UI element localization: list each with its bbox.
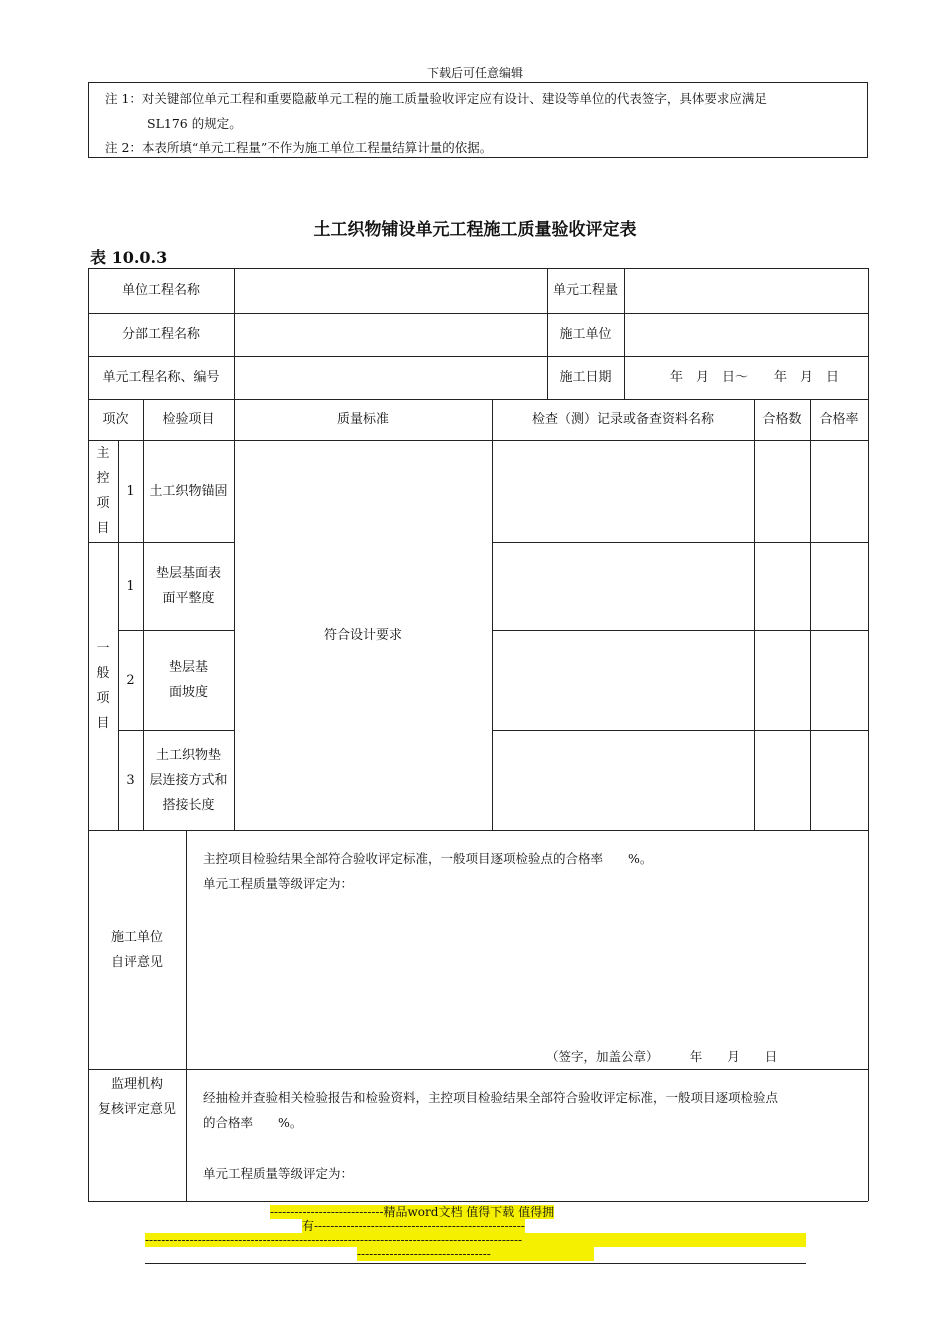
unit-quantity-label: 单元工程量 bbox=[552, 283, 618, 298]
footer-line-3: --------------------------------------------------------------------------------------------- bbox=[145, 1233, 806, 1247]
general-item-3-name: 土工织物垫 层连接方式和 搭接长度 bbox=[149, 747, 228, 813]
general-item-1-name: 垫层基面表 面平整度 bbox=[155, 566, 221, 606]
sub-project-label: 分部工程名称 bbox=[121, 327, 200, 342]
date-label: 施工日期 bbox=[559, 370, 612, 385]
note-1-line-2: SL176 的规定。 bbox=[147, 116, 242, 131]
supervisor-line-3: 单元工程质量等级评定为： bbox=[203, 1166, 354, 1181]
main-item-1-no: 1 bbox=[126, 483, 135, 499]
self-eval-line-1: 主控项目检验结果全部符合验收评定标准，一般项目逐项检验点的合格率 %。 bbox=[203, 851, 653, 866]
supervisor-line-2: 的合格率 %。 bbox=[203, 1115, 303, 1130]
general-item-2-no: 2 bbox=[126, 672, 135, 688]
supervisor-line-1: 经抽检并查验相关检验报告和检验资料，主控项目检验结果全部符合验收评定标准，一般项目逐项检验点 bbox=[203, 1090, 779, 1105]
table-number: 表 10.0.3 bbox=[90, 248, 168, 267]
column-header-standard: 质量标准 bbox=[336, 412, 389, 427]
date-value: 年 月 日～ 年 月 日 bbox=[670, 370, 840, 385]
note-2: 注 2：本表所填“单元工程量”不作为施工单位工程量结算计量的依据。 bbox=[105, 140, 493, 155]
column-header-pass-rate: 合格率 bbox=[819, 412, 859, 427]
column-header-check-item: 检验项目 bbox=[162, 412, 215, 427]
footer-line-2: 有---------------------------------------------------- bbox=[302, 1219, 525, 1233]
footer-line-1: ----------------------------精品word文档 值得下载 值得拥 bbox=[270, 1205, 555, 1219]
main-item-1-name: 土工织物锚固 bbox=[149, 483, 228, 499]
general-group-label: 一 般 项 目 bbox=[96, 641, 110, 731]
self-eval-label: 施工单位 自评意见 bbox=[110, 929, 163, 970]
self-eval-line-2: 单元工程质量等级评定为： bbox=[203, 876, 354, 891]
self-eval-signature: （签字，加盖公章） 年 月 日 bbox=[546, 1049, 778, 1064]
page-title: 土工织物铺设单元工程施工质量验收评定表 bbox=[313, 220, 637, 240]
column-header-pass-count: 合格数 bbox=[762, 412, 802, 427]
quality-standard-text: 符合设计要求 bbox=[323, 627, 402, 643]
general-item-1-no: 1 bbox=[126, 578, 135, 594]
footer-line-4: --------------------------------- bbox=[357, 1247, 594, 1261]
main-group-label: 主 控 项 目 bbox=[96, 446, 110, 536]
general-item-2-name: 垫层基 面坡度 bbox=[168, 660, 208, 700]
column-header-record: 检查（测）记录或备查资料名称 bbox=[531, 412, 714, 427]
element-label: 单元工程名称、编号 bbox=[102, 370, 220, 385]
footer-rule bbox=[145, 1263, 806, 1264]
unit-project-label: 单位工程名称 bbox=[121, 283, 200, 298]
contractor-label: 施工单位 bbox=[559, 327, 612, 342]
column-header-item-no: 项次 bbox=[102, 412, 129, 427]
supervisor-label: 监理机构 复核评定意见 bbox=[97, 1077, 176, 1117]
general-item-3-no: 3 bbox=[126, 772, 135, 788]
header-note: 下载后可任意编辑 bbox=[426, 66, 523, 80]
note-1-line-1: 注 1：对关键部位单元工程和重要隐蔽单元工程的施工质量验收评定应有设计、建设等单位的代表签字，具体要求应满足 bbox=[105, 91, 767, 106]
notes-box bbox=[88, 82, 868, 158]
